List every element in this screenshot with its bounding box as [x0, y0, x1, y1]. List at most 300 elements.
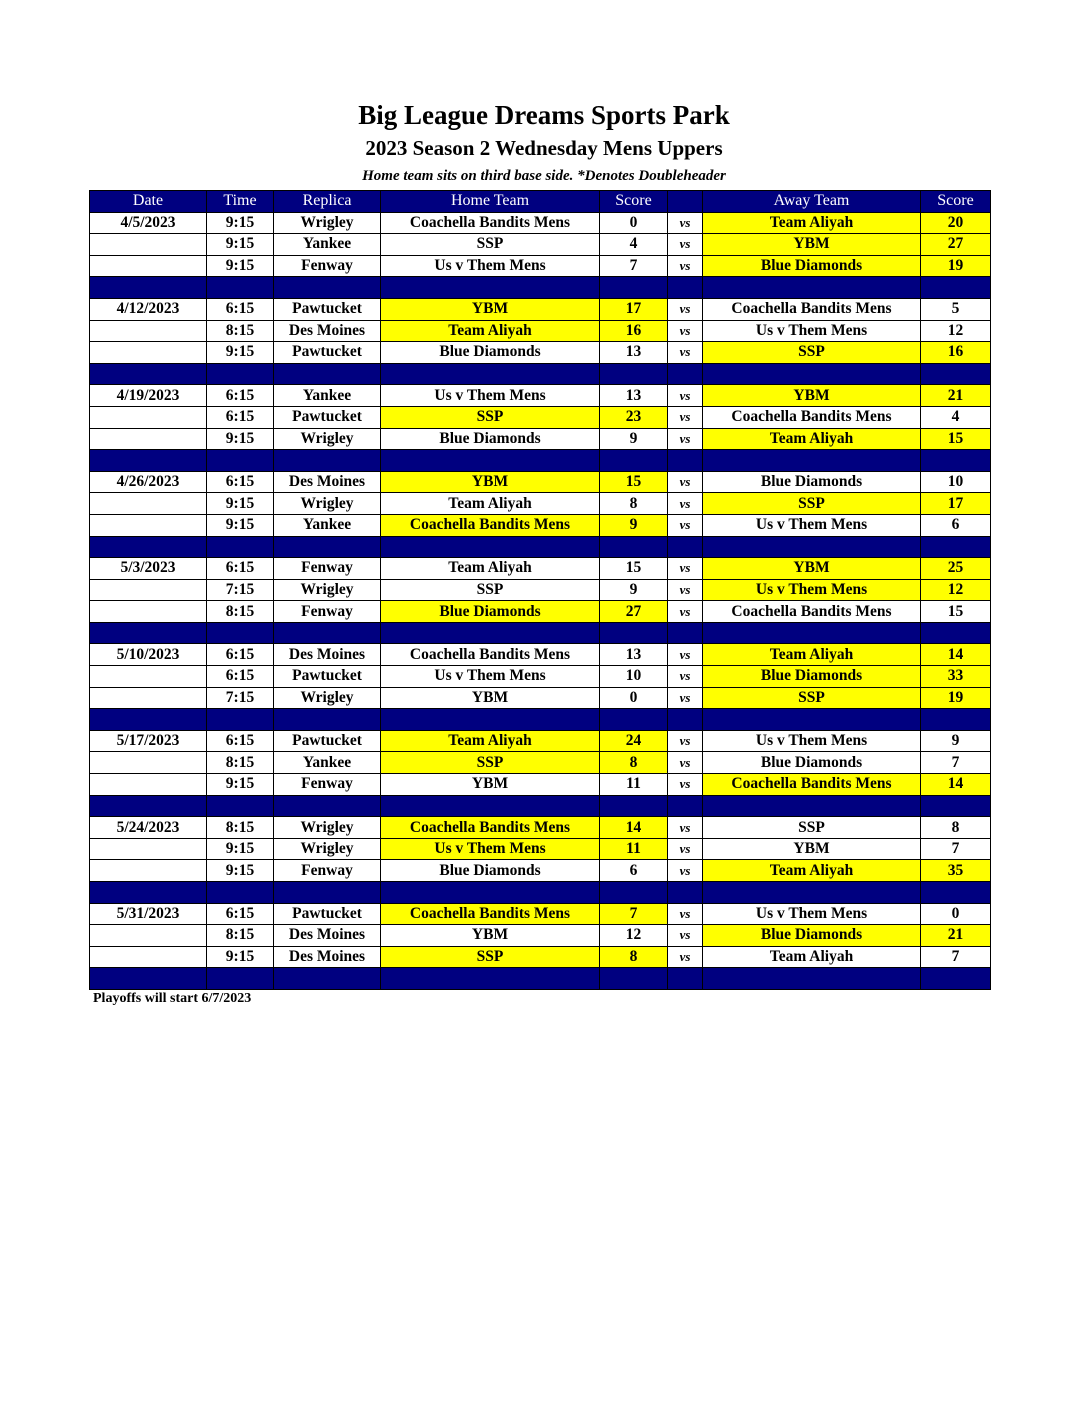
home-team: Team Aliyah	[381, 320, 600, 342]
game-time: 9:15	[207, 234, 274, 256]
vs-label: vs	[668, 493, 703, 515]
away-team: Coachella Bandits Mens	[703, 601, 921, 623]
home-score: 11	[600, 838, 668, 860]
away-score: 7	[921, 838, 991, 860]
home-score: 27	[600, 601, 668, 623]
game-time: 6:15	[207, 471, 274, 493]
away-team: YBM	[703, 838, 921, 860]
away-score: 14	[921, 774, 991, 796]
away-score: 21	[921, 925, 991, 947]
game-replica: Pawtucket	[274, 903, 381, 925]
game-replica: Pawtucket	[274, 666, 381, 688]
game-replica: Fenway	[274, 601, 381, 623]
vs-label: vs	[668, 298, 703, 320]
separator-cell	[921, 622, 991, 644]
game-time: 6:15	[207, 406, 274, 428]
game-date	[90, 925, 207, 947]
away-team: YBM	[703, 385, 921, 407]
game-row	[90, 579, 991, 601]
schedule-table	[89, 190, 991, 990]
separator-cell	[381, 536, 600, 558]
game-replica: Yankee	[274, 385, 381, 407]
vs-label: vs	[668, 687, 703, 709]
game-time: 9:15	[207, 946, 274, 968]
game-date: 5/10/2023	[90, 644, 207, 666]
away-score: 17	[921, 493, 991, 515]
home-score: 0	[600, 212, 668, 234]
away-team: SSP	[703, 817, 921, 839]
game-date: 5/17/2023	[90, 730, 207, 752]
schedule-note: Home team sits on third base side. *Denotes Doubleheader	[362, 168, 726, 184]
week-separator-row	[90, 709, 991, 731]
separator-cell	[90, 795, 207, 817]
separator-cell	[274, 622, 381, 644]
game-date	[90, 342, 207, 364]
separator-cell	[274, 795, 381, 817]
home-score: 17	[600, 298, 668, 320]
separator-cell	[274, 968, 381, 990]
away-team: Us v Them Mens	[703, 903, 921, 925]
game-date: 4/12/2023	[90, 298, 207, 320]
separator-cell	[381, 709, 600, 731]
game-date	[90, 860, 207, 882]
away-team: Team Aliyah	[703, 860, 921, 882]
away-team: Team Aliyah	[703, 212, 921, 234]
away-score: 20	[921, 212, 991, 234]
home-team: Team Aliyah	[381, 558, 600, 580]
away-team: Team Aliyah	[703, 946, 921, 968]
separator-cell	[703, 536, 921, 558]
home-score: 8	[600, 946, 668, 968]
vs-label: vs	[668, 255, 703, 277]
away-score: 35	[921, 860, 991, 882]
separator-cell	[207, 795, 274, 817]
home-score: 13	[600, 342, 668, 364]
game-date	[90, 752, 207, 774]
game-time: 6:15	[207, 558, 274, 580]
game-replica: Pawtucket	[274, 342, 381, 364]
game-time: 9:15	[207, 342, 274, 364]
game-row	[90, 406, 991, 428]
game-row	[90, 493, 991, 515]
game-row	[90, 212, 991, 234]
away-score: 6	[921, 514, 991, 536]
away-score: 33	[921, 666, 991, 688]
vs-label: vs	[668, 774, 703, 796]
game-replica: Des Moines	[274, 946, 381, 968]
col-header-vs	[668, 191, 703, 213]
col-header-replica: Replica	[274, 191, 381, 213]
home-score: 9	[600, 514, 668, 536]
game-time: 6:15	[207, 385, 274, 407]
away-score: 27	[921, 234, 991, 256]
home-team: YBM	[381, 298, 600, 320]
week-separator-row	[90, 450, 991, 472]
game-row	[90, 385, 991, 407]
separator-cell	[668, 277, 703, 299]
vs-label: vs	[668, 666, 703, 688]
col-header-time: Time	[207, 191, 274, 213]
separator-cell	[703, 968, 921, 990]
vs-label: vs	[668, 817, 703, 839]
home-team: SSP	[381, 234, 600, 256]
away-team: Team Aliyah	[703, 644, 921, 666]
schedule-body	[90, 212, 991, 989]
away-team: Blue Diamonds	[703, 925, 921, 947]
vs-label: vs	[668, 730, 703, 752]
separator-cell	[274, 882, 381, 904]
separator-cell	[274, 450, 381, 472]
vs-label: vs	[668, 601, 703, 623]
game-row	[90, 601, 991, 623]
away-team: Coachella Bandits Mens	[703, 406, 921, 428]
home-team: SSP	[381, 752, 600, 774]
away-team: Blue Diamonds	[703, 666, 921, 688]
separator-cell	[921, 450, 991, 472]
home-team: YBM	[381, 925, 600, 947]
game-replica: Wrigley	[274, 212, 381, 234]
separator-cell	[600, 363, 668, 385]
separator-cell	[207, 277, 274, 299]
col-header-away-score: Score	[921, 191, 991, 213]
game-time: 8:15	[207, 925, 274, 947]
separator-cell	[90, 709, 207, 731]
away-team: Team Aliyah	[703, 428, 921, 450]
away-score: 19	[921, 255, 991, 277]
game-row	[90, 234, 991, 256]
game-replica: Des Moines	[274, 925, 381, 947]
home-score: 9	[600, 428, 668, 450]
away-score: 9	[921, 730, 991, 752]
away-score: 19	[921, 687, 991, 709]
vs-label: vs	[668, 558, 703, 580]
vs-label: vs	[668, 406, 703, 428]
home-team: Us v Them Mens	[381, 385, 600, 407]
week-separator-row	[90, 968, 991, 990]
vs-label: vs	[668, 903, 703, 925]
vs-label: vs	[668, 925, 703, 947]
game-replica: Wrigley	[274, 838, 381, 860]
col-header-home-score: Score	[600, 191, 668, 213]
page-title: Big League Dreams Sports Park	[358, 100, 730, 130]
separator-cell	[668, 450, 703, 472]
vs-label: vs	[668, 234, 703, 256]
away-score: 5	[921, 298, 991, 320]
away-score: 0	[921, 903, 991, 925]
away-score: 25	[921, 558, 991, 580]
separator-cell	[921, 968, 991, 990]
home-team: SSP	[381, 946, 600, 968]
game-replica: Des Moines	[274, 320, 381, 342]
vs-label: vs	[668, 838, 703, 860]
separator-cell	[90, 622, 207, 644]
vs-label: vs	[668, 579, 703, 601]
separator-cell	[703, 363, 921, 385]
game-row	[90, 428, 991, 450]
game-time: 9:15	[207, 493, 274, 515]
home-score: 13	[600, 644, 668, 666]
home-score: 7	[600, 903, 668, 925]
game-time: 7:15	[207, 579, 274, 601]
separator-cell	[703, 450, 921, 472]
game-row	[90, 471, 991, 493]
game-row	[90, 558, 991, 580]
vs-label: vs	[668, 428, 703, 450]
game-time: 6:15	[207, 644, 274, 666]
separator-cell	[90, 363, 207, 385]
home-score: 12	[600, 925, 668, 947]
game-date	[90, 428, 207, 450]
away-score: 15	[921, 428, 991, 450]
separator-cell	[668, 709, 703, 731]
game-date: 4/19/2023	[90, 385, 207, 407]
home-team: Team Aliyah	[381, 493, 600, 515]
home-team: Coachella Bandits Mens	[381, 514, 600, 536]
separator-cell	[668, 363, 703, 385]
game-replica: Wrigley	[274, 428, 381, 450]
away-team: Coachella Bandits Mens	[703, 774, 921, 796]
game-date	[90, 946, 207, 968]
separator-cell	[668, 795, 703, 817]
separator-cell	[381, 363, 600, 385]
away-score: 10	[921, 471, 991, 493]
game-date: 5/3/2023	[90, 558, 207, 580]
game-date	[90, 601, 207, 623]
game-date	[90, 320, 207, 342]
separator-cell	[600, 536, 668, 558]
home-score: 16	[600, 320, 668, 342]
vs-label: vs	[668, 320, 703, 342]
week-separator-row	[90, 363, 991, 385]
separator-cell	[600, 882, 668, 904]
game-time: 8:15	[207, 320, 274, 342]
separator-cell	[90, 450, 207, 472]
game-date	[90, 687, 207, 709]
home-score: 14	[600, 817, 668, 839]
game-time: 9:15	[207, 838, 274, 860]
away-score: 21	[921, 385, 991, 407]
game-replica: Pawtucket	[274, 406, 381, 428]
away-score: 4	[921, 406, 991, 428]
home-score: 8	[600, 493, 668, 515]
separator-cell	[921, 709, 991, 731]
separator-cell	[703, 882, 921, 904]
away-team: Coachella Bandits Mens	[703, 298, 921, 320]
game-time: 9:15	[207, 428, 274, 450]
game-time: 9:15	[207, 514, 274, 536]
separator-cell	[668, 622, 703, 644]
game-row	[90, 687, 991, 709]
game-replica: Fenway	[274, 860, 381, 882]
game-replica: Wrigley	[274, 687, 381, 709]
game-time: 8:15	[207, 817, 274, 839]
col-header-date: Date	[90, 191, 207, 213]
vs-label: vs	[668, 946, 703, 968]
separator-cell	[703, 277, 921, 299]
separator-cell	[207, 363, 274, 385]
game-row	[90, 946, 991, 968]
game-date: 4/5/2023	[90, 212, 207, 234]
game-time: 9:15	[207, 774, 274, 796]
separator-cell	[207, 968, 274, 990]
home-score: 24	[600, 730, 668, 752]
game-date	[90, 234, 207, 256]
game-row	[90, 774, 991, 796]
away-team: Us v Them Mens	[703, 514, 921, 536]
home-team: YBM	[381, 774, 600, 796]
game-date	[90, 579, 207, 601]
game-replica: Fenway	[274, 774, 381, 796]
separator-cell	[600, 622, 668, 644]
away-team: Us v Them Mens	[703, 320, 921, 342]
game-row	[90, 860, 991, 882]
home-team: SSP	[381, 406, 600, 428]
game-row	[90, 817, 991, 839]
vs-label: vs	[668, 385, 703, 407]
away-score: 8	[921, 817, 991, 839]
away-score: 14	[921, 644, 991, 666]
game-row	[90, 342, 991, 364]
away-team: YBM	[703, 234, 921, 256]
away-team: Us v Them Mens	[703, 579, 921, 601]
vs-label: vs	[668, 471, 703, 493]
home-team: Blue Diamonds	[381, 860, 600, 882]
game-replica: Yankee	[274, 234, 381, 256]
game-date: 4/26/2023	[90, 471, 207, 493]
separator-cell	[274, 277, 381, 299]
game-date	[90, 493, 207, 515]
game-date	[90, 774, 207, 796]
away-team: Blue Diamonds	[703, 471, 921, 493]
separator-cell	[381, 968, 600, 990]
home-score: 7	[600, 255, 668, 277]
game-time: 7:15	[207, 687, 274, 709]
game-replica: Wrigley	[274, 817, 381, 839]
home-score: 9	[600, 579, 668, 601]
separator-cell	[207, 450, 274, 472]
home-team: SSP	[381, 579, 600, 601]
separator-cell	[90, 536, 207, 558]
separator-cell	[207, 536, 274, 558]
separator-cell	[274, 709, 381, 731]
game-time: 8:15	[207, 601, 274, 623]
away-score: 15	[921, 601, 991, 623]
away-team: SSP	[703, 493, 921, 515]
game-replica: Fenway	[274, 558, 381, 580]
home-score: 8	[600, 752, 668, 774]
home-score: 10	[600, 666, 668, 688]
vs-label: vs	[668, 644, 703, 666]
game-row	[90, 752, 991, 774]
separator-cell	[921, 363, 991, 385]
vs-label: vs	[668, 212, 703, 234]
home-score: 13	[600, 385, 668, 407]
game-row	[90, 925, 991, 947]
game-date	[90, 666, 207, 688]
game-time: 6:15	[207, 666, 274, 688]
separator-cell	[921, 795, 991, 817]
away-score: 16	[921, 342, 991, 364]
separator-cell	[921, 536, 991, 558]
game-replica: Pawtucket	[274, 298, 381, 320]
separator-cell	[921, 882, 991, 904]
game-date	[90, 838, 207, 860]
home-team: Blue Diamonds	[381, 428, 600, 450]
home-team: Blue Diamonds	[381, 601, 600, 623]
separator-cell	[90, 882, 207, 904]
game-time: 6:15	[207, 730, 274, 752]
separator-cell	[600, 709, 668, 731]
away-score: 12	[921, 320, 991, 342]
separator-cell	[668, 536, 703, 558]
game-replica: Yankee	[274, 514, 381, 536]
separator-cell	[668, 968, 703, 990]
week-separator-row	[90, 882, 991, 904]
away-team: Us v Them Mens	[703, 730, 921, 752]
game-row	[90, 903, 991, 925]
home-score: 23	[600, 406, 668, 428]
separator-cell	[381, 795, 600, 817]
home-score: 6	[600, 860, 668, 882]
away-score: 7	[921, 752, 991, 774]
game-date	[90, 406, 207, 428]
game-row	[90, 838, 991, 860]
separator-cell	[207, 622, 274, 644]
game-row	[90, 666, 991, 688]
separator-cell	[381, 450, 600, 472]
game-row	[90, 320, 991, 342]
home-team: Blue Diamonds	[381, 342, 600, 364]
separator-cell	[207, 709, 274, 731]
week-separator-row	[90, 277, 991, 299]
game-date: 5/31/2023	[90, 903, 207, 925]
page-subtitle: 2023 Season 2 Wednesday Mens Uppers	[365, 136, 723, 160]
home-team: Coachella Bandits Mens	[381, 644, 600, 666]
home-team: Us v Them Mens	[381, 838, 600, 860]
week-separator-row	[90, 622, 991, 644]
separator-cell	[703, 709, 921, 731]
col-header-home-team: Home Team	[381, 191, 600, 213]
home-score: 11	[600, 774, 668, 796]
separator-cell	[600, 795, 668, 817]
separator-cell	[381, 277, 600, 299]
separator-cell	[703, 795, 921, 817]
game-time: 6:15	[207, 298, 274, 320]
playoffs-note: Playoffs will start 6/7/2023	[93, 991, 252, 1006]
separator-cell	[207, 882, 274, 904]
vs-label: vs	[668, 342, 703, 364]
home-team: YBM	[381, 687, 600, 709]
separator-cell	[921, 277, 991, 299]
separator-cell	[600, 277, 668, 299]
game-replica: Wrigley	[274, 579, 381, 601]
away-score: 12	[921, 579, 991, 601]
home-score: 15	[600, 471, 668, 493]
separator-cell	[274, 363, 381, 385]
separator-cell	[274, 536, 381, 558]
separator-cell	[381, 622, 600, 644]
game-replica: Wrigley	[274, 493, 381, 515]
game-row	[90, 730, 991, 752]
home-team: Coachella Bandits Mens	[381, 212, 600, 234]
home-score: 15	[600, 558, 668, 580]
home-team: Us v Them Mens	[381, 255, 600, 277]
game-replica: Fenway	[274, 255, 381, 277]
game-replica: Pawtucket	[274, 730, 381, 752]
game-row	[90, 298, 991, 320]
game-time: 9:15	[207, 860, 274, 882]
away-team: SSP	[703, 687, 921, 709]
